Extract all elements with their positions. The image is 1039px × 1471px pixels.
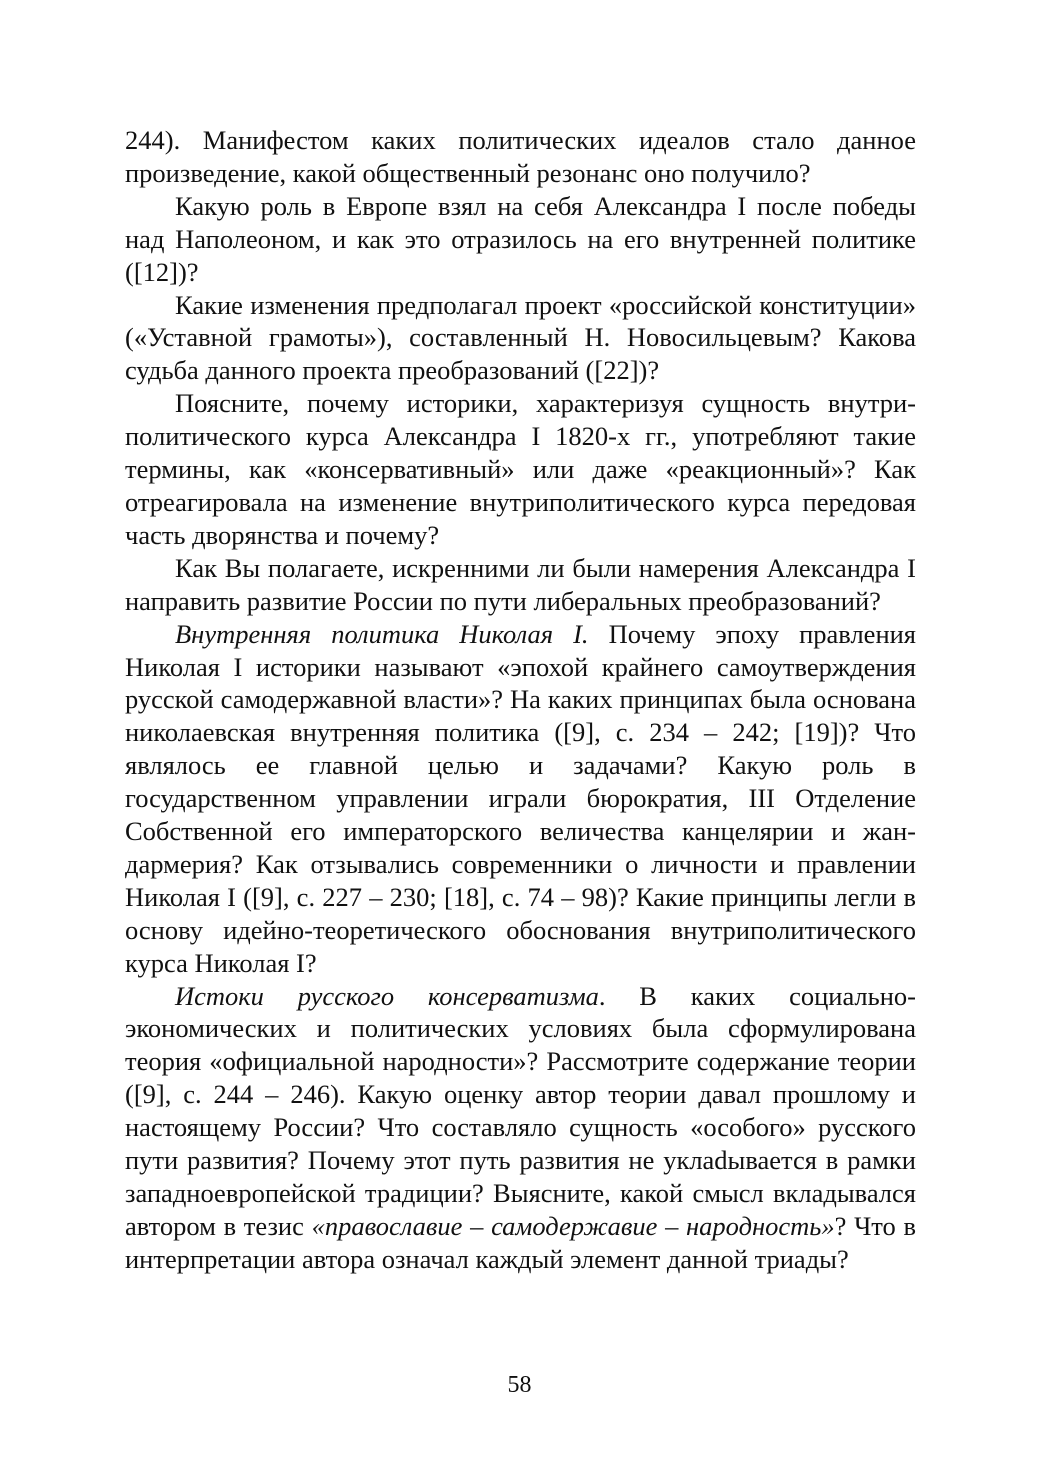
paragraph-7-text-end: ? Что в интерпретации автора означал каждый элемент данной триады?	[125, 1210, 916, 1274]
page-number: 58	[507, 1372, 532, 1398]
triad-quote: «православие – самодержавие – народность»	[311, 1210, 835, 1241]
paragraph-6-text: Почему эпоху правления Николая I историки называют «эпохой крайнего самоутверждения русской самодержавной власти»? На каких принципах была основана николаевская внутренняя политика ([9], с. 234 – 242; [19])? Что являлось ее главной целью и задачами? Какую роль в государственном управлении играли бюрократия, III Отделение Собственной его императорского величества канцелярии и жандармерия? Как отзывались современники о личности и правлении Николая I ([9], с. 227 – 230; [18], с. 74 – 98)? Какие принципы легли в основу идейно-теоретического обоснования внутриполитического курса Николая I?	[125, 618, 916, 978]
paragraph-7	[125, 980, 916, 1276]
section-heading-nicholas-policy: Внутренняя политика Николая I.	[175, 618, 589, 649]
paragraph-3: Какие изменения предполагал проект «российской конституции» («Уставной грамоты»), составленный Н. Новосильцевым? Какова судьба данного проекта преобразований ([22])?	[125, 289, 916, 386]
paragraph-4: Поясните, почему историки, характеризуя сущность внутриполитического курса Александра I 1820-х гг., употребляют такие термины, как «консервативный» или даже «реакционный»? Как отреагировала на изменение внутриполитического курса передовая часть дворянства и почему?	[125, 388, 916, 550]
body-text	[125, 124, 916, 1276]
paragraph-2: Какую роль в Европе взял на себя Александра I после победы над Наполеоном, и как это отразилось на его внутренней политике ([12])?	[125, 190, 916, 287]
section-heading-conservatism: Истоки русского консерватизма	[175, 980, 599, 1011]
paragraph-5: Как Вы полагаете, искренними ли были намерения Александра I направить развитие России по пути либеральных преобразований?	[125, 552, 916, 616]
paragraph-6	[125, 618, 916, 980]
paragraph-7-text: . В каких социально-экономических и политических условиях была сформулирована теория «официальной народности»? Рассмотрите содержание теории ([9], с. 244 – 246). Какую оценку автор теории давал прошлому и настоящему России? Что составляло сущность «особого» русского пути развития? Почему этот путь развития не уклаdывается в рамки западноевропейской традиции? Выясните, какой смысл вкладывался автором в тезис	[125, 980, 917, 1241]
paragraph-1: 244). Манифестом каких политических идеалов стало данное произведение, какой общественный резонанс оно получило?	[125, 125, 916, 188]
